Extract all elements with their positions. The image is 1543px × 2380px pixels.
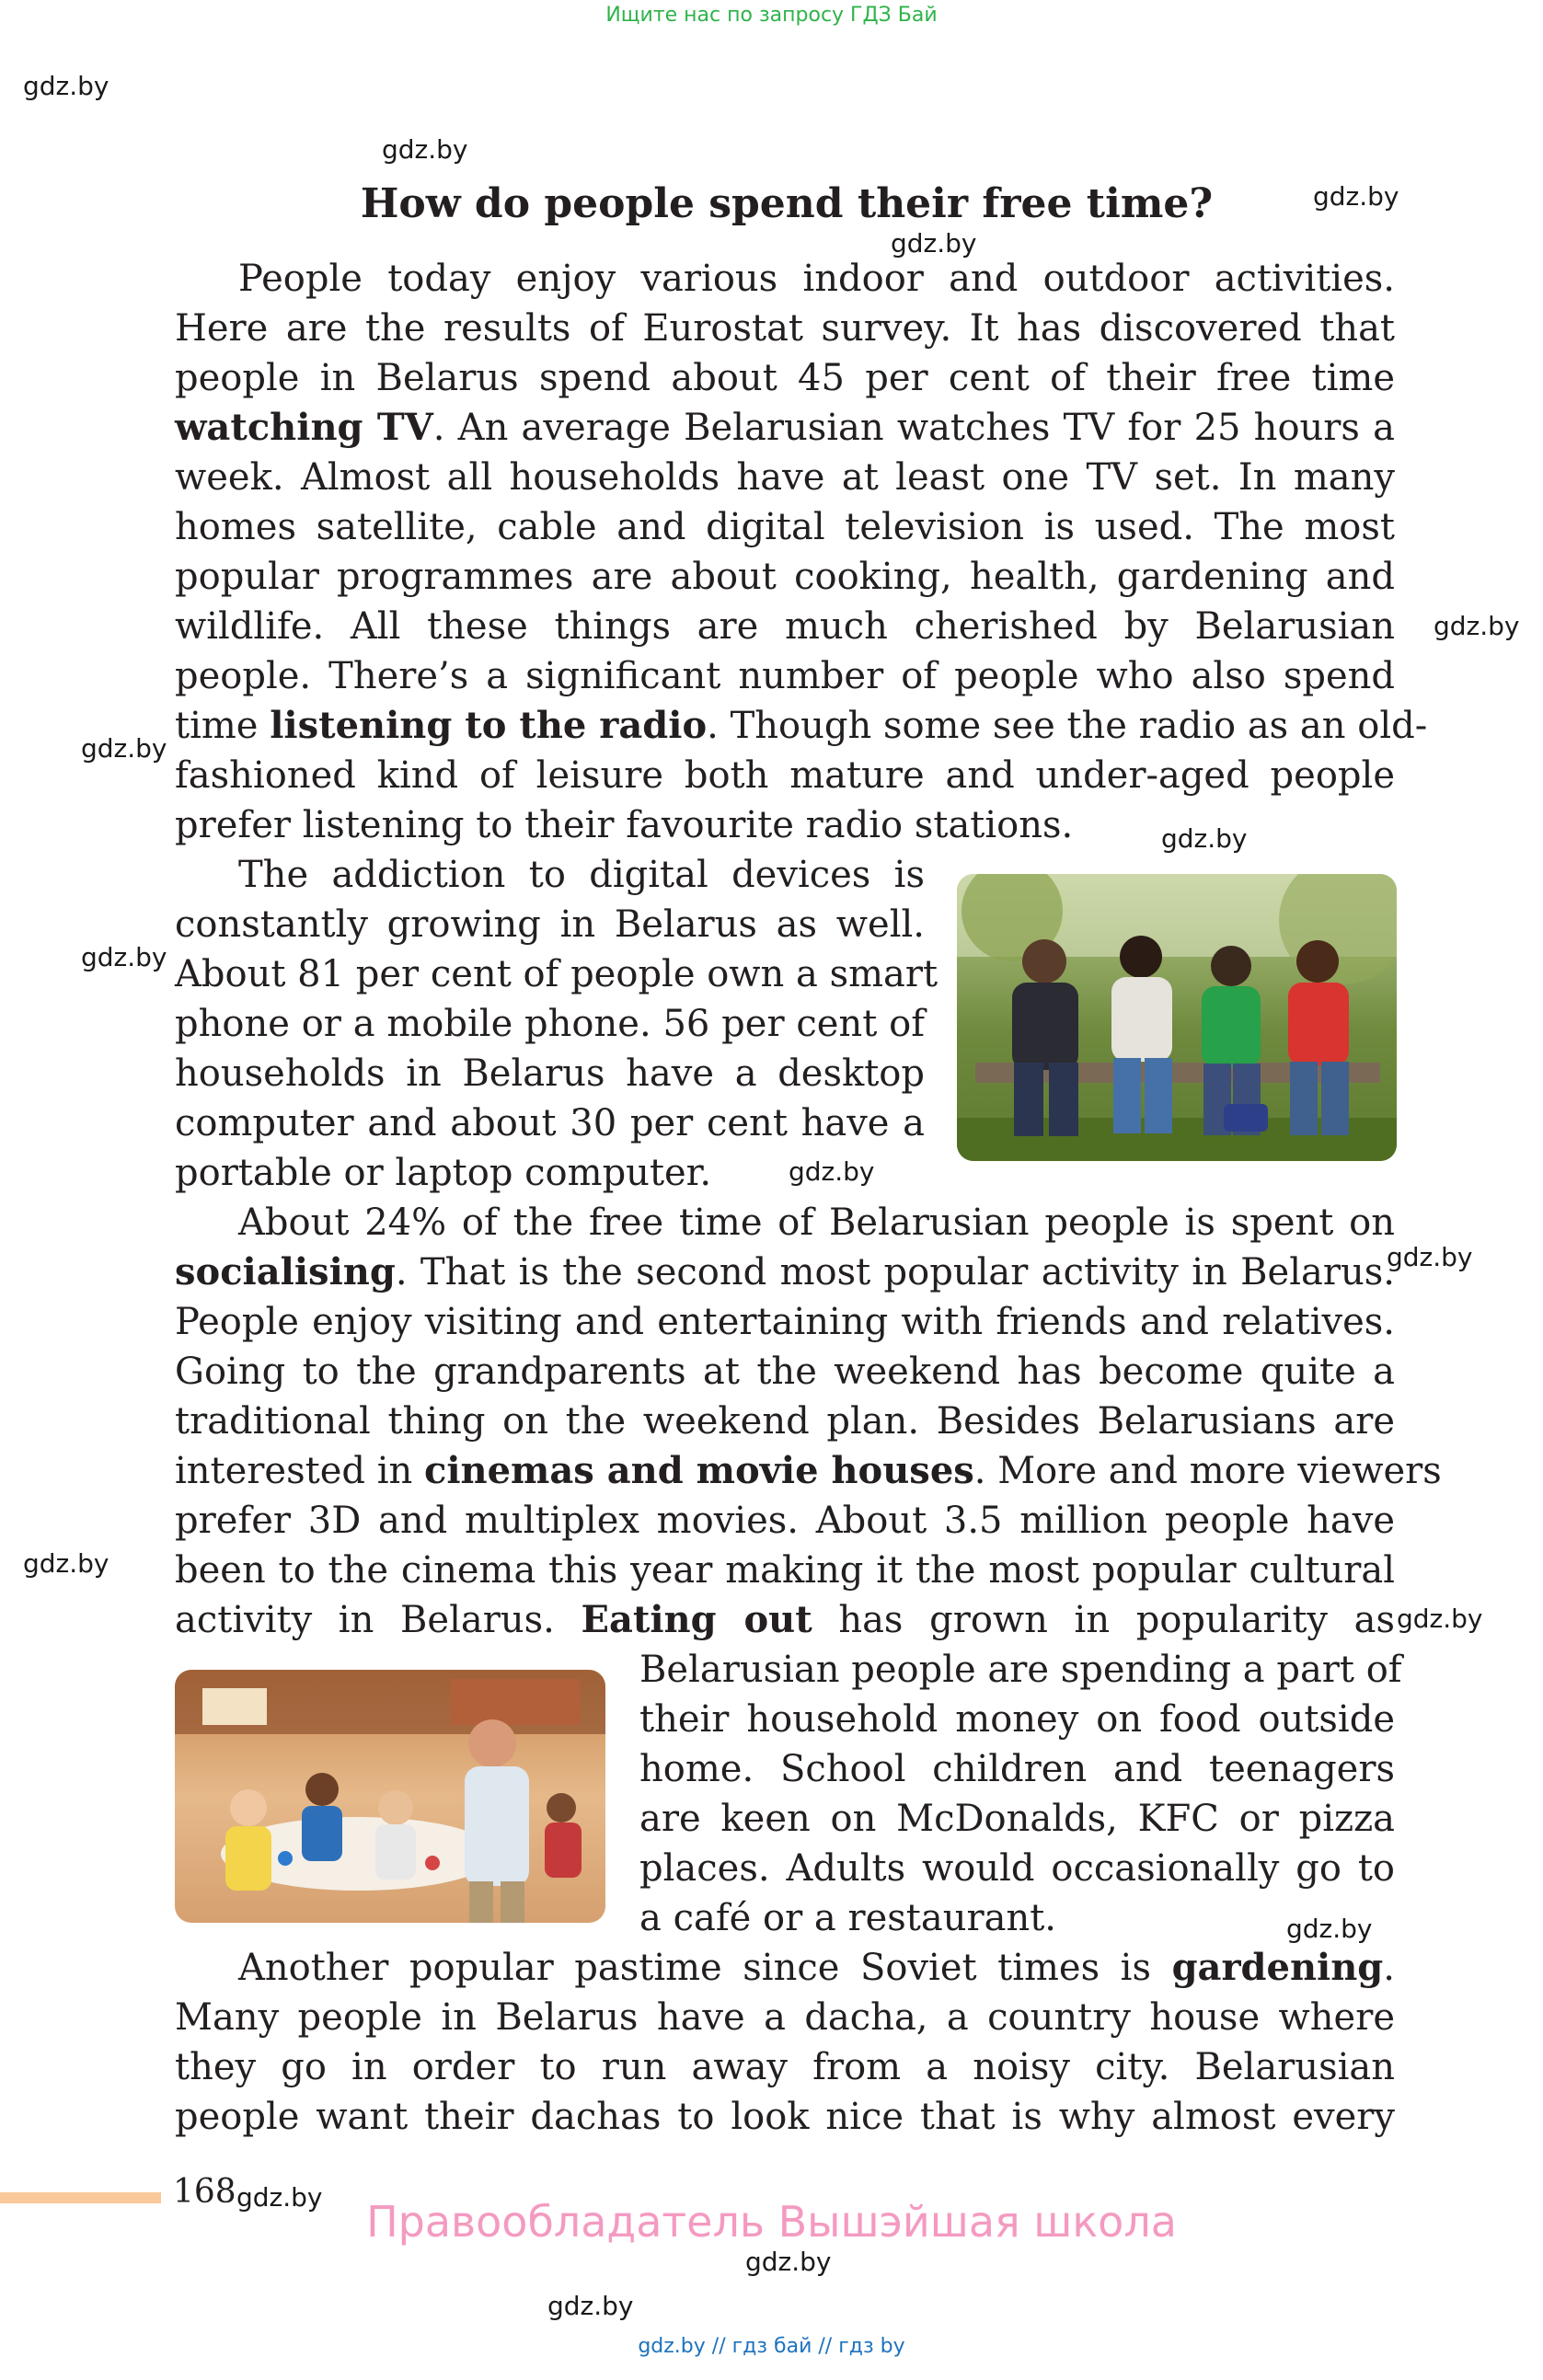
text-line: computer and about 30 per cent have a xyxy=(175,1102,925,1144)
watermark: gdz.by xyxy=(547,2291,634,2321)
text-line: households in Belarus have a desktop xyxy=(175,1052,925,1095)
text-line xyxy=(175,1595,1395,1645)
text-line: places. Adults would occasionally go to xyxy=(639,1847,1395,1890)
text-line: home. School children and teenagers xyxy=(639,1748,1395,1790)
text-span: time xyxy=(175,705,271,747)
text-line: a café or a restaurant. xyxy=(639,1897,1057,1939)
watermark: gdz.by xyxy=(236,2182,323,2213)
text-line xyxy=(175,1446,1442,1496)
text-line: Going to the grandparents at the weekend has become quite a xyxy=(175,1351,1395,1393)
text-line xyxy=(175,403,1395,453)
text-line: People today enjoy various indoor and outdoor activities. xyxy=(238,258,1395,300)
watermark: gdz.by xyxy=(382,134,468,165)
text-line xyxy=(175,1247,1395,1297)
footer-links[interactable]: gdz.by // гдз бай // гдз by xyxy=(638,2335,905,2358)
text-line: popular programmes are about cooking, health, gardening and xyxy=(175,556,1395,598)
text-line: portable or laptop computer. xyxy=(175,1152,712,1194)
text-span: interested in xyxy=(175,1450,424,1492)
watermark: gdz.by xyxy=(745,2247,832,2277)
publisher-notice: Правообладатель Вышэйшая школа xyxy=(366,2197,1177,2247)
text-line: About 24% of the free time of Belarusian people is spent on xyxy=(238,1201,1395,1244)
text-line: The addiction to digital devices is xyxy=(238,854,925,896)
text-line xyxy=(238,1943,1395,1993)
teens-with-phones-photo xyxy=(957,874,1397,1161)
bold-term: gardening xyxy=(1171,1946,1384,1989)
watermark: gdz.by xyxy=(81,942,167,972)
text-span: Another popular pastime since Soviet times is xyxy=(238,1947,1172,1989)
watermark: gdz.by xyxy=(1397,1604,1483,1634)
bold-term: Eating out xyxy=(581,1598,812,1641)
text-line: their household money on food outside xyxy=(639,1698,1395,1741)
text-span: activity in Belarus. xyxy=(175,1599,582,1641)
text-line: homes satellite, cable and digital television is used. The most xyxy=(175,506,1395,548)
text-line: prefer 3D and multiplex movies. About 3.5 million people have xyxy=(175,1500,1395,1542)
page-title: How do people spend their free time? xyxy=(360,180,1214,227)
text-line: Here are the results of Eurostat survey. It has discovered that xyxy=(175,307,1395,350)
text-line: About 81 per cent of people own a smart xyxy=(175,953,938,995)
text-line: Belarusian people are spending a part of xyxy=(639,1649,1402,1691)
watermark: gdz.by xyxy=(789,1156,875,1187)
text-line: Many people in Belarus have a dacha, a country house where xyxy=(175,1996,1395,2039)
text-span: . More and more viewers xyxy=(973,1450,1442,1492)
watermark: gdz.by xyxy=(81,733,167,764)
watermark: gdz.by xyxy=(1313,181,1399,212)
text-line: people in Belarus spend about 45 per cent of their free time xyxy=(175,357,1395,399)
text-line xyxy=(175,701,1428,751)
text-line: People enjoy visiting and entertaining with friends and relatives. xyxy=(175,1301,1395,1343)
bold-term: socialising xyxy=(175,1250,396,1293)
text-line: are keen on McDonalds, KFC or pizza xyxy=(639,1798,1395,1840)
watermark: gdz.by xyxy=(1286,1914,1373,1944)
watermark: gdz.by xyxy=(891,228,977,259)
text-line: constantly growing in Belarus as well. xyxy=(175,903,925,946)
text-line: people. There’s a significant number of people who also spend xyxy=(175,655,1395,697)
text-line: traditional thing on the weekend plan. Besides Belarusians are xyxy=(175,1400,1395,1443)
text-line: they go in order to run away from a noisy city. Belarusian xyxy=(175,2046,1395,2088)
watermark: gdz.by xyxy=(1387,1242,1473,1272)
watermark: gdz.by xyxy=(1161,823,1248,854)
text-line: week. Almost all households have at least one TV set. In many xyxy=(175,456,1395,499)
text-span: . xyxy=(1383,1947,1395,1989)
top-banner[interactable]: Ищите нас по запросу ГДЗ Бай xyxy=(605,4,938,27)
eating-out-photo xyxy=(175,1670,605,1923)
text-line: phone or a mobile phone. 56 per cent of xyxy=(175,1003,925,1045)
text-line: been to the cinema this year making it the most popular cultural xyxy=(175,1549,1395,1592)
text-span: . Though some see the radio as an old- xyxy=(707,705,1428,747)
text-span: . An average Belarusian watches TV for 25 hours a xyxy=(432,407,1395,449)
text-span: . That is the second most popular activity in Belarus. xyxy=(395,1251,1395,1293)
bold-term: watching TV xyxy=(175,406,433,449)
watermark: gdz.by xyxy=(23,71,109,101)
text-line: people want their dachas to look nice that is why almost every xyxy=(175,2096,1395,2138)
text-line: wildlife. All these things are much cherished by Belarusian xyxy=(175,605,1395,648)
watermark: gdz.by xyxy=(1434,611,1520,641)
watermark: gdz.by xyxy=(23,1548,109,1579)
text-line: prefer listening to their favourite radio stations. xyxy=(175,804,1074,846)
bold-term: cinemas and movie houses xyxy=(423,1449,974,1492)
text-span: has grown in popularity as xyxy=(812,1599,1396,1641)
page-number: 168 xyxy=(173,2173,236,2211)
bold-term: listening to the radio xyxy=(270,704,708,747)
text-line: fashioned kind of leisure both mature and under-aged people xyxy=(175,754,1395,797)
